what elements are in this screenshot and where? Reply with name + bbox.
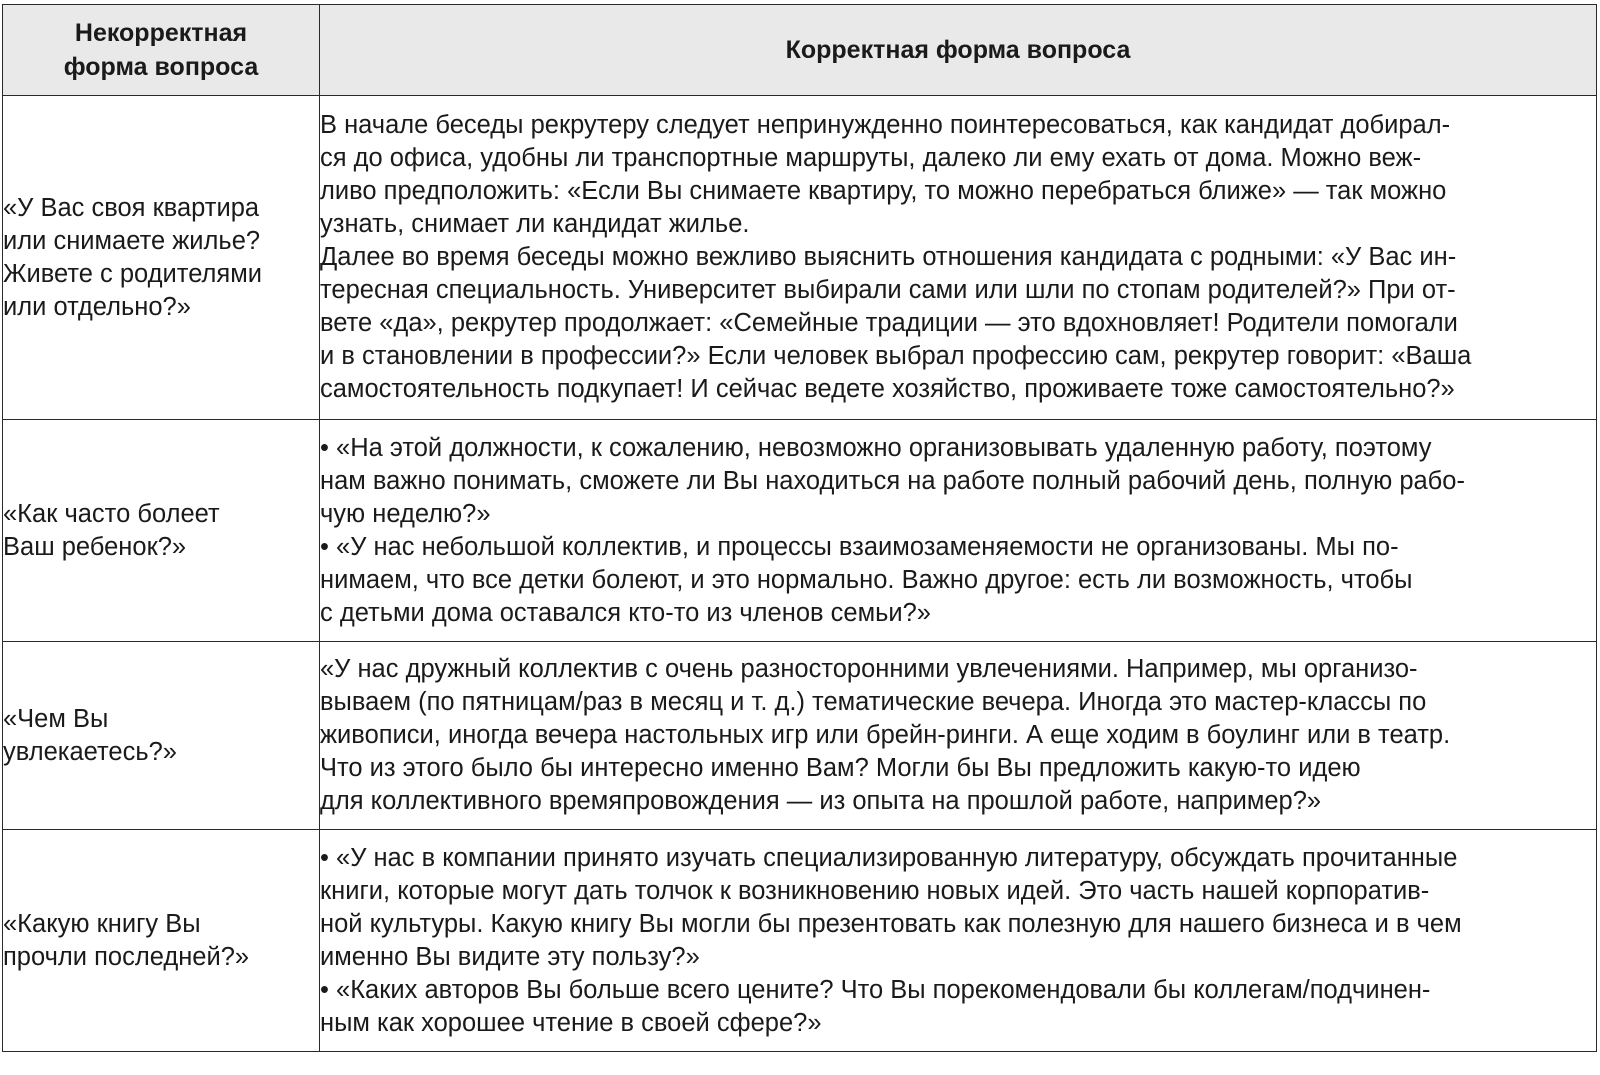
table-header-row xyxy=(3,5,1597,96)
incorrect-question-cell xyxy=(3,420,320,642)
answer-line: книги, которые могут дать толчок к возникновению новых идей. Это часть нашей корпоратив- xyxy=(320,876,1430,905)
header-incorrect-form xyxy=(3,5,320,96)
answer-line: вете «да», рекрутер продолжает: «Семейные традиции — это вдохновляет! Родители помогали xyxy=(320,309,1458,337)
question-line: «Чем Вы xyxy=(3,704,109,733)
question-line: Живете с родителями xyxy=(3,259,262,288)
answer-line: нам важно понимать, сможете ли Вы находиться на работе полный рабочий день, полную рабо- xyxy=(320,466,1465,495)
table-row xyxy=(3,420,1597,642)
answer-line: • «У нас небольшой коллектив, и процессы взаимозаменяемости не организованы. Мы по- xyxy=(320,532,1399,561)
answer-line: и в становлении в профессии?» Если человек выбрал профессию сам, рекрутер говорит: «Ваша xyxy=(320,342,1472,370)
answer-line: узнать, снимает ли кандидат жилье. xyxy=(320,210,750,238)
incorrect-question-cell xyxy=(3,96,320,420)
answer-line: вываем (по пятницам/раз в месяц и т. д.) тематические вечера. Иногда это мастер-классы по xyxy=(320,688,1427,716)
answer-line: для коллективного времяпровождения — из опыта на прошлой работе, например?» xyxy=(320,787,1322,815)
answer-line: ся до офиса, удобны ли транспортные маршруты, далеко ли ему ехать от дома. Можно веж- xyxy=(320,144,1422,172)
question-line: «Как часто болеет xyxy=(3,499,220,528)
question-line: Ваш ребенок?» xyxy=(3,532,187,561)
question-line: прочли последней?» xyxy=(3,942,250,971)
answer-line: • «Каких авторов Вы больше всего цените? Что Вы порекомендовали бы коллегам/подчинен- xyxy=(320,975,1431,1004)
answer-line: нимаем, что все детки болеют, и это нормально. Важно другое: есть ли возможность, чтобы xyxy=(320,565,1413,594)
question-line: «Какую книгу Вы xyxy=(3,909,201,938)
header-correct-form xyxy=(320,5,1597,96)
answer-line: В начале беседы рекрутеру следует непринужденно поинтересоваться, как кандидат добирал- xyxy=(320,111,1451,139)
answer-line: ной культуры. Какую книгу Вы могли бы презентовать как полезную для нашего бизнеса и в чем xyxy=(320,909,1462,938)
correct-answer-cell xyxy=(320,96,1597,420)
answer-line: именно Вы видите эту пользу?» xyxy=(320,942,700,971)
header-line: Корректная форма вопроса xyxy=(785,36,1131,64)
correct-answer-cell xyxy=(320,420,1597,642)
table-row xyxy=(3,642,1597,830)
correct-answer-cell xyxy=(320,830,1597,1052)
table-row xyxy=(3,830,1597,1052)
correct-answer-cell xyxy=(320,642,1597,830)
answer-line: живописи, иногда вечера настольных игр или брейн-ринги. А еще ходим в боулинг или в театр. xyxy=(320,721,1451,749)
header-line: форма вопроса xyxy=(63,53,259,81)
answer-line: Далее во время беседы можно вежливо выяснить отношения кандидата с родными: «У Вас ин- xyxy=(320,243,1457,271)
answer-line: самостоятельность подкупает! И сейчас ведете хозяйство, проживаете тоже самостоятельно?» xyxy=(320,375,1455,403)
table-row xyxy=(3,96,1597,420)
answer-line: ливо предположить: «Если Вы снимаете квартиру, то можно перебраться ближе» — так можно xyxy=(320,177,1447,205)
answer-line: Что из этого было бы интересно именно Вам? Могли бы Вы предложить какую-то идею xyxy=(320,754,1361,782)
answer-line: с детьми дома оставался кто-то из членов семьи?» xyxy=(320,598,931,627)
answer-line: «У нас дружный коллектив с очень разносторонними увлечениями. Например, мы организо- xyxy=(320,655,1418,683)
question-line: увлекаетесь?» xyxy=(3,737,177,766)
answer-line: • «На этой должности, к сожалению, невозможно организовывать удаленную работу, поэтому xyxy=(320,433,1432,462)
answer-line: ным как хорошее чтение в своей сфере?» xyxy=(320,1008,822,1037)
question-line: или снимаете жилье? xyxy=(3,226,261,255)
answer-line: чую неделю?» xyxy=(320,499,491,528)
answer-line: тересная специальность. Университет выбирали сами или шли по стопам родителей?» При от- xyxy=(320,276,1456,304)
answer-line: • «У нас в компании принято изучать специализированную литературу, обсуждать прочитанные xyxy=(320,843,1458,872)
incorrect-question-cell xyxy=(3,830,320,1052)
comparison-table xyxy=(2,4,1597,1052)
header-line: Некорректная xyxy=(74,19,248,47)
incorrect-question-cell xyxy=(3,642,320,830)
question-line: «У Вас своя квартира xyxy=(3,193,260,222)
question-line: или отдельно?» xyxy=(3,292,191,321)
